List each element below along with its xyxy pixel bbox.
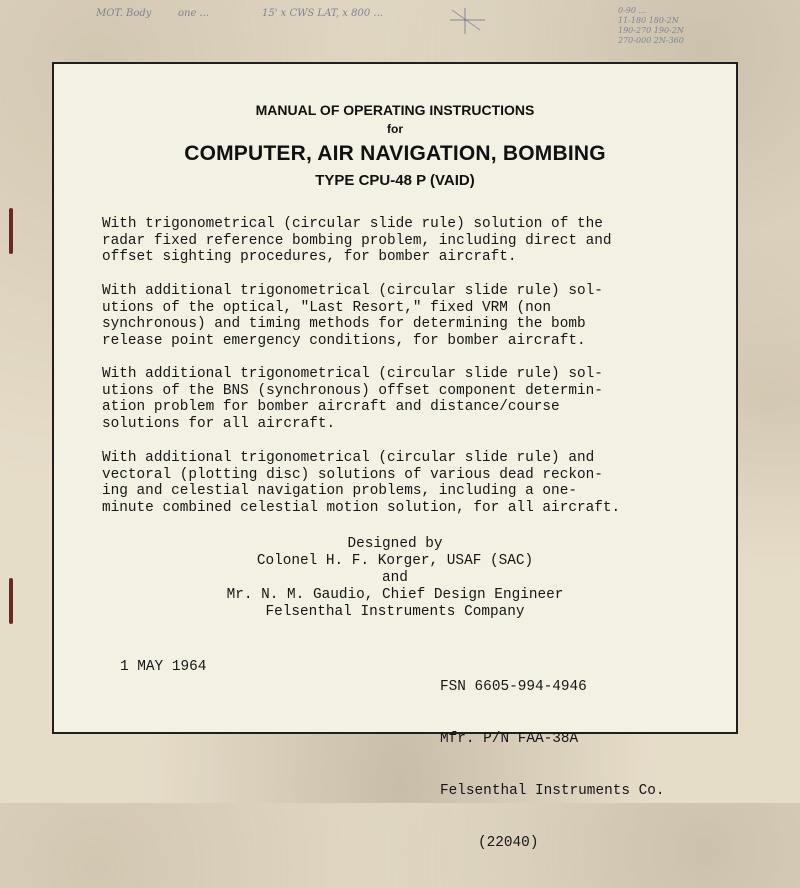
paragraph-2: With additional trigonometrical (circular slide rule) sol- utions of the optical, "Last Resort," fixed VRM (non synchronous) and timing methods for determining the bomb release point emergency conditions, for bomber aircraft.: [102, 283, 603, 349]
margin-note-right: [618, 6, 684, 46]
company-name: Felsenthal Instruments Company: [265, 604, 525, 620]
margin-sketch: [440, 6, 490, 38]
paragraph-4: With additional trigonometrical (circular slide rule) and vectoral (plotting disc) solutions of various dead reckon- ing and celestial navigation problems, including a one- minute combined celestial motion solution, for all aircraft.: [102, 450, 621, 516]
cover-frame: [52, 62, 738, 852]
manual-type: TYPE CPU-48 P (VAID): [315, 172, 475, 189]
part-number: Mfr. P/N FAA-38A: [440, 731, 579, 748]
binding-staple-top: [9, 208, 13, 254]
manufacturer: Felsenthal Instruments Co.: [440, 783, 665, 800]
margin-note-line: 0-90 ...: [618, 6, 647, 15]
margin-note-mid: 15' x CWS LAT, x 800 ...: [262, 8, 383, 19]
designer-and: and: [382, 570, 408, 586]
designer-1: Colonel H. F. Korger, USAF (SAC): [256, 553, 534, 569]
manual-for: for: [387, 122, 403, 136]
margin-note-line: 270-000 2N-360: [618, 36, 684, 45]
margin-note-line: 190-270 190-2N: [618, 26, 684, 35]
binding-staple-bottom: [9, 578, 13, 624]
manual-heading: MANUAL OF OPERATING INSTRUCTIONS: [255, 102, 535, 118]
designed-by: Designed by: [347, 536, 443, 552]
publication-date: 1 MAY 1964: [120, 659, 207, 675]
margin-note-left: MOT. Body: [96, 8, 152, 19]
designer-2: Mr. N. M. Gaudio, Chief Design Engineer: [226, 587, 564, 603]
manufacturer-code: (22040): [478, 835, 539, 852]
margin-note-line: 11-180 180-2N: [618, 16, 679, 25]
fsn-number: FSN 6605-994-4946: [440, 678, 587, 695]
stock-info: [440, 644, 665, 888]
paragraph-3: With additional trigonometrical (circular slide rule) sol- utions of the BNS (synchronous) offset component determin- ation problem for bomber aircraft and distance/course solutions for all aircraft.: [102, 366, 603, 432]
margin-note-left2: one ...: [178, 8, 210, 19]
manual-title: COMPUTER, AIR NAVIGATION, BOMBING: [184, 142, 606, 165]
paragraph-1: With trigonometrical (circular slide rule) solution of the radar fixed reference bombing problem, including direct and offset sighting procedures, for bomber aircraft.: [102, 216, 612, 266]
